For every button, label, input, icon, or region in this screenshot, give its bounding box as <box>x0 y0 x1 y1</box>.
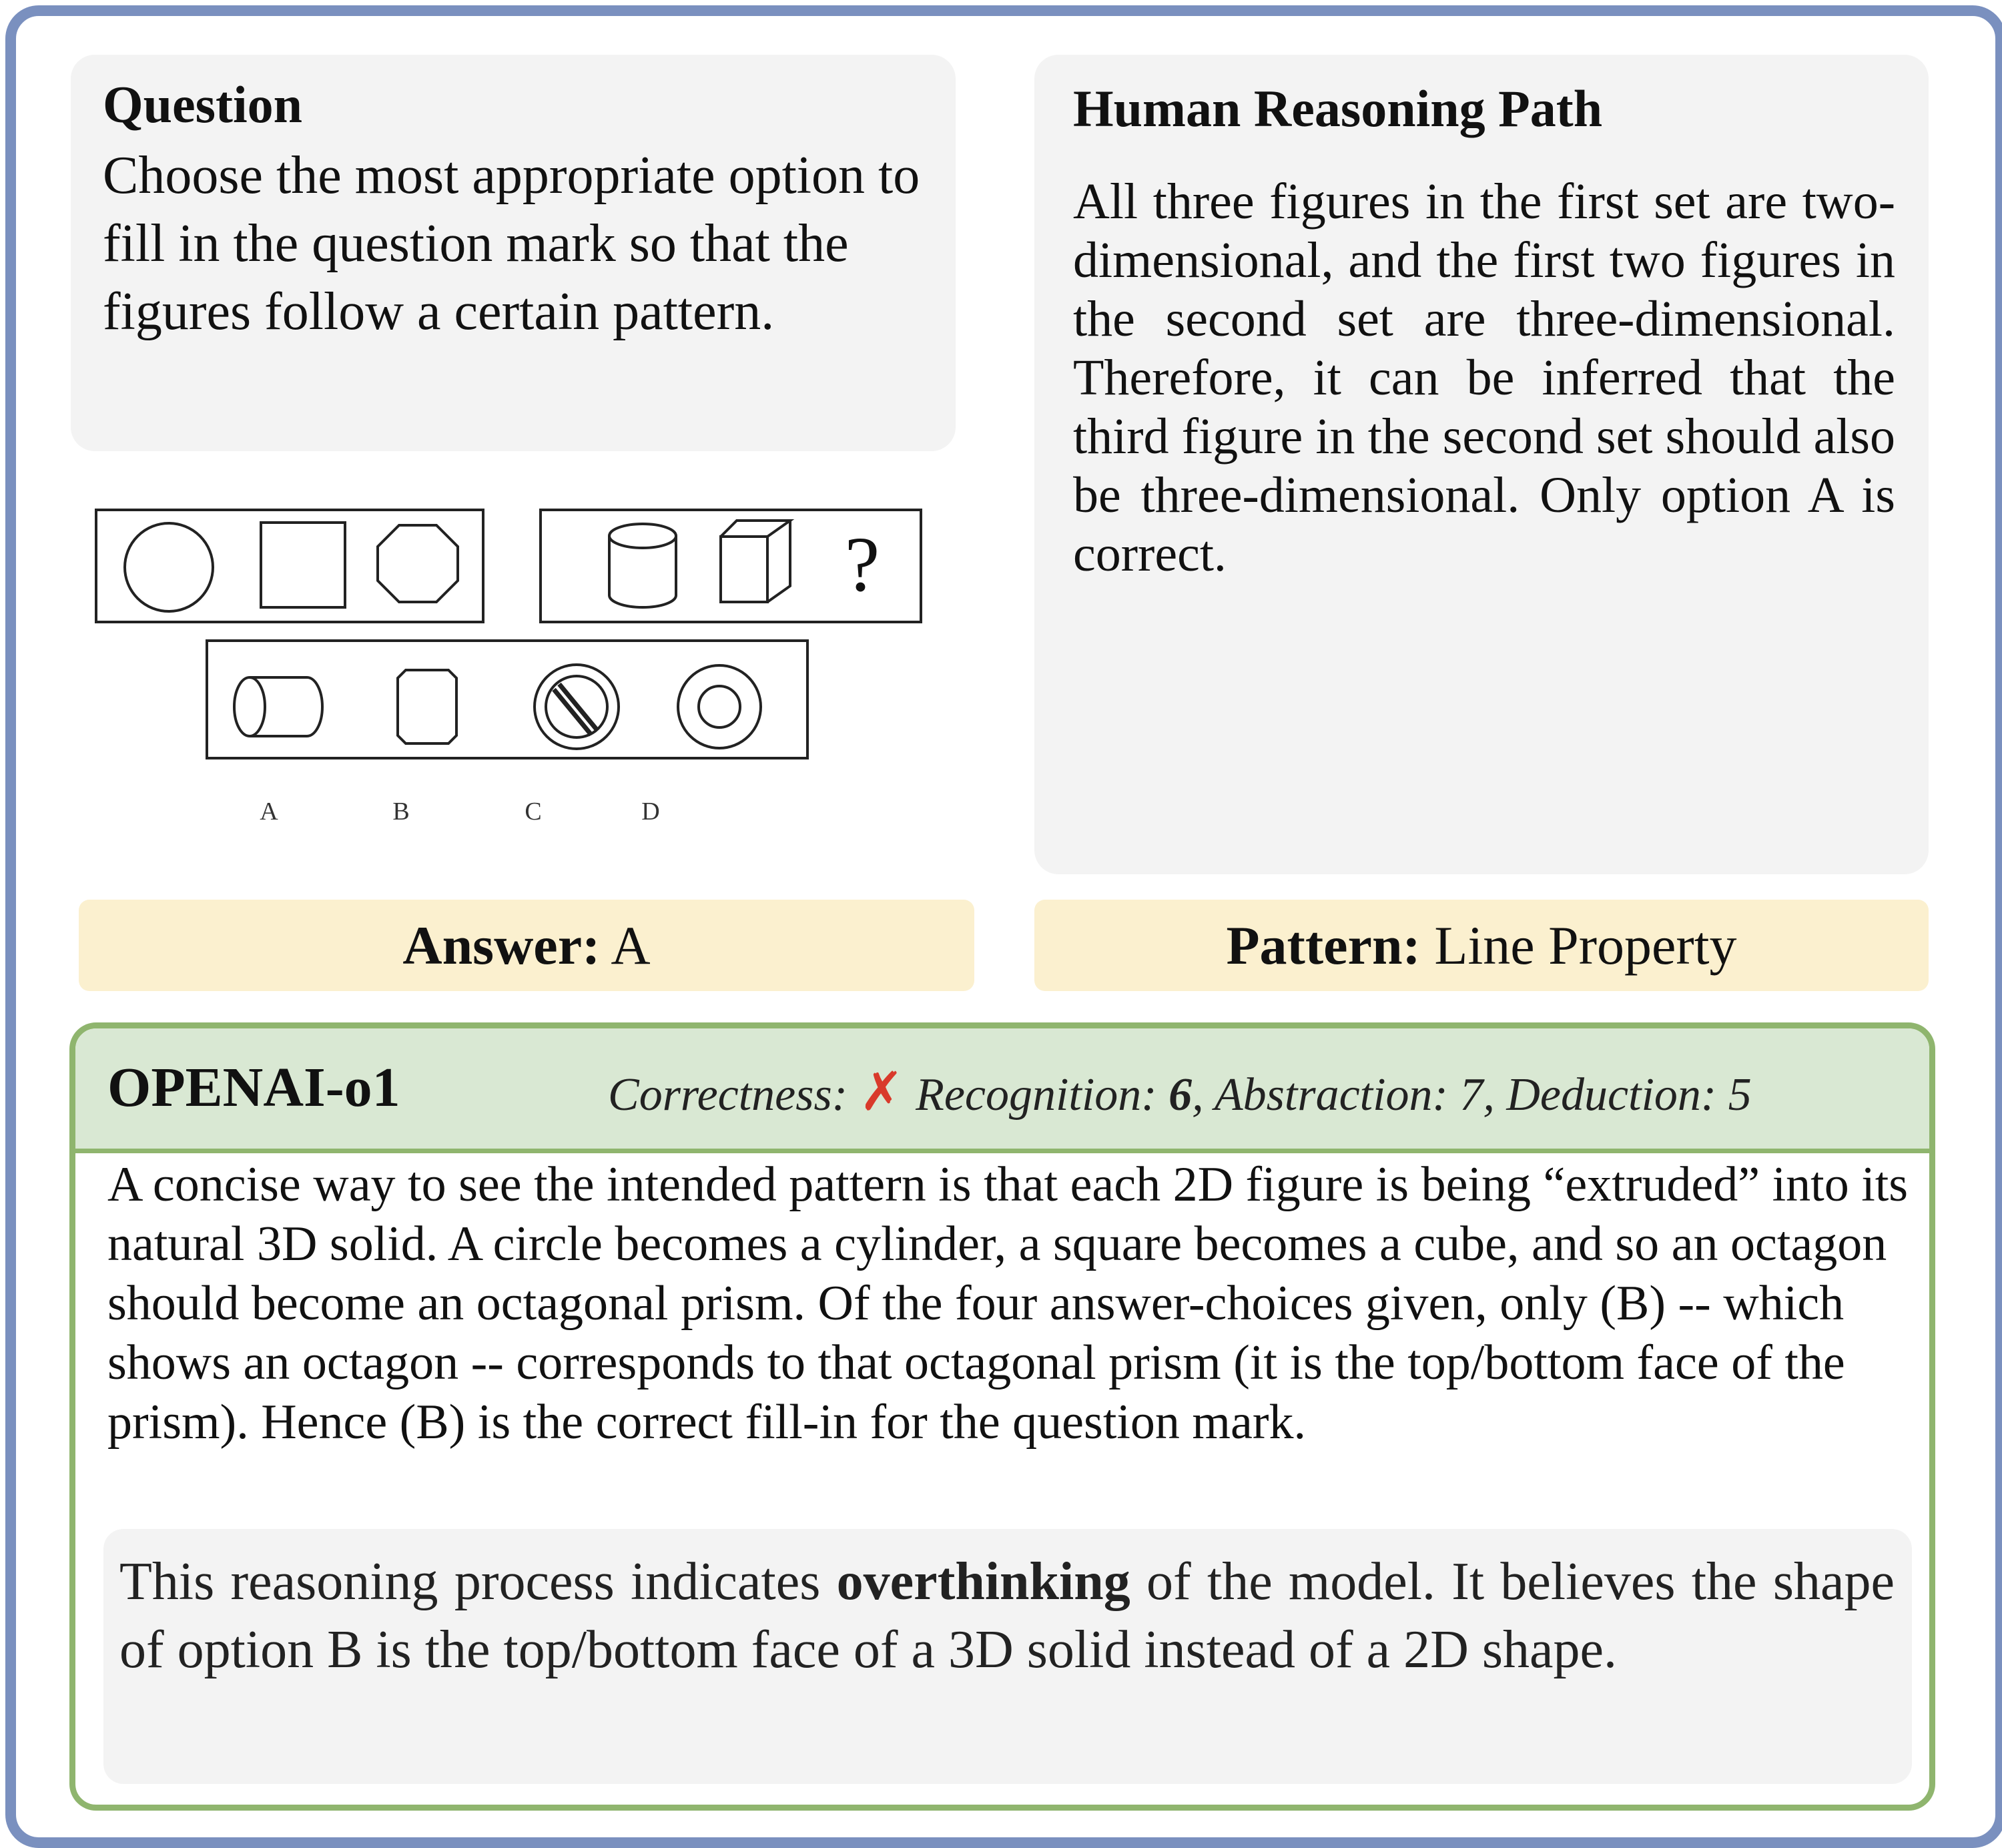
option-b-shape <box>398 670 456 743</box>
pattern-value: Line Property <box>1434 915 1737 976</box>
answer-value: A <box>611 915 651 976</box>
option-label-b: B <box>392 798 410 826</box>
model-header <box>75 1028 1929 1153</box>
cube-shape <box>721 521 790 602</box>
reasoning-card <box>1034 55 1929 874</box>
square-shape <box>261 523 345 607</box>
pattern-pill <box>1034 900 1929 991</box>
abstraction-score: Abstraction: 7 <box>1214 1069 1483 1121</box>
answer-pill <box>79 900 974 991</box>
incorrect-x-icon: ✗ <box>859 1060 904 1123</box>
correctness-label: Correctness: <box>608 1069 848 1121</box>
model-metrics: Correctness: ✗ Recognition: 6, Abstraction: 7, Deduction: 5 <box>608 1060 1752 1123</box>
puzzle-figure <box>0 0 948 854</box>
cylinder-shape <box>609 524 676 607</box>
answer-label: Answer: <box>402 915 601 976</box>
note-before: This reasoning process indicates <box>119 1552 837 1611</box>
model-panel <box>69 1022 1935 1811</box>
question-title: Question <box>103 75 303 133</box>
question-mark: ? <box>844 521 880 608</box>
note-bold: overthinking <box>836 1552 1130 1611</box>
analysis-note-text <box>119 1548 1895 1684</box>
question-text: Choose the most appropriate option to fill in the question mark so that the figures follow a certain pattern. <box>103 146 920 341</box>
options-box <box>207 641 807 758</box>
model-name: OPENAI-o1 <box>107 1056 400 1119</box>
option-c-shape <box>535 665 619 749</box>
reasoning-title: Human Reasoning Path <box>1073 79 1603 137</box>
option-label-d: D <box>641 798 660 826</box>
option-d-shape <box>678 665 761 748</box>
reasoning-text: All three figures in the first set are two-dimensional, and the first two figures in the second set are three-dimensional. Therefore, it can be inferred that the third figure in the second set should also be three-dimensional. Only option A is correct. <box>1073 174 1895 582</box>
deduction-score: Deduction: 5 <box>1506 1069 1752 1121</box>
recognition-value: 6 <box>1169 1069 1193 1121</box>
analysis-note <box>103 1529 1912 1784</box>
recognition-label: Recognition: <box>916 1069 1157 1121</box>
model-response: A concise way to see the intended pattern is that each 2D figure is being “extruded” into its natural 3D solid. A circle becomes a cylinder, a square becomes a cube, and so an octagon should become an octagonal prism. Of the four answer-choices given, only (B) -- which shows an octagon -- corresponds to that octagonal prism (it is the top/bottom face of the prism). Hence (B) is the correct fill-in for the question mark. <box>107 1157 1909 1450</box>
option-a-shape <box>234 677 322 736</box>
note-after: of the model. It believes the shape of option B is the top/bottom face of a 3D solid instead of a 2D shape. <box>119 1552 1895 1679</box>
option-label-c: C <box>525 798 542 826</box>
octagon-shape <box>378 525 458 602</box>
pattern-label: Pattern: <box>1226 915 1421 976</box>
option-label-a: A <box>260 798 278 826</box>
circle-shape <box>125 523 213 611</box>
